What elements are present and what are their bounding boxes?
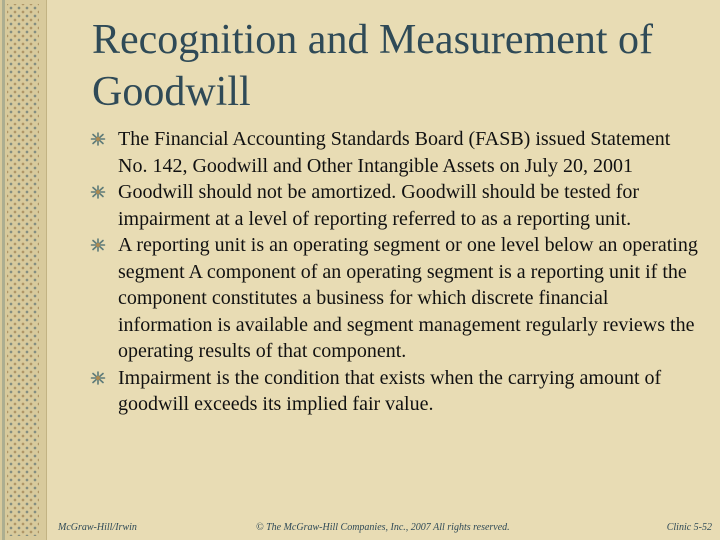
bullet-list [90,126,700,418]
side-border-pattern [7,4,39,536]
bullet-text: A reporting unit is an operating segment or one level below an operating segment A component of an operating segment is a reporting unit if the component constitutes a business for which discrete financial information is available and segment management regularly reviews the operating results of that component. [118,234,698,362]
side-border-bar [2,0,5,540]
sunburst-icon [90,185,106,199]
footer-copyright: © The McGraw-Hill Companies, Inc., 2007 All rights reserved. [256,522,510,533]
bullet-item [90,179,700,232]
bullet-text: Goodwill should not be amortized. Goodwill should be tested for impairment at a level of reporting referred to as a reporting unit. [118,181,640,230]
slide-footer [58,520,712,536]
slide-title: Recognition and Measurement of Goodwill [92,17,654,115]
decorative-side-border [0,0,47,540]
bullet-item [90,126,700,179]
sunburst-icon [90,238,106,252]
footer-publisher: McGraw-Hill/Irwin [58,522,137,533]
sunburst-icon [90,371,106,385]
bullet-item [90,365,700,418]
footer-slide-number: Clinic 5-52 [666,522,712,533]
sunburst-icon [90,132,106,146]
bullet-text: The Financial Accounting Standards Board (FASB) issued Statement No. 142, Goodwill and Other Intangible Assets on July 20, 2001 [118,128,671,177]
bullet-text: Impairment is the condition that exists when the carrying amount of goodwill exceeds its implied fair value. [118,366,662,415]
bullet-item [90,232,700,365]
